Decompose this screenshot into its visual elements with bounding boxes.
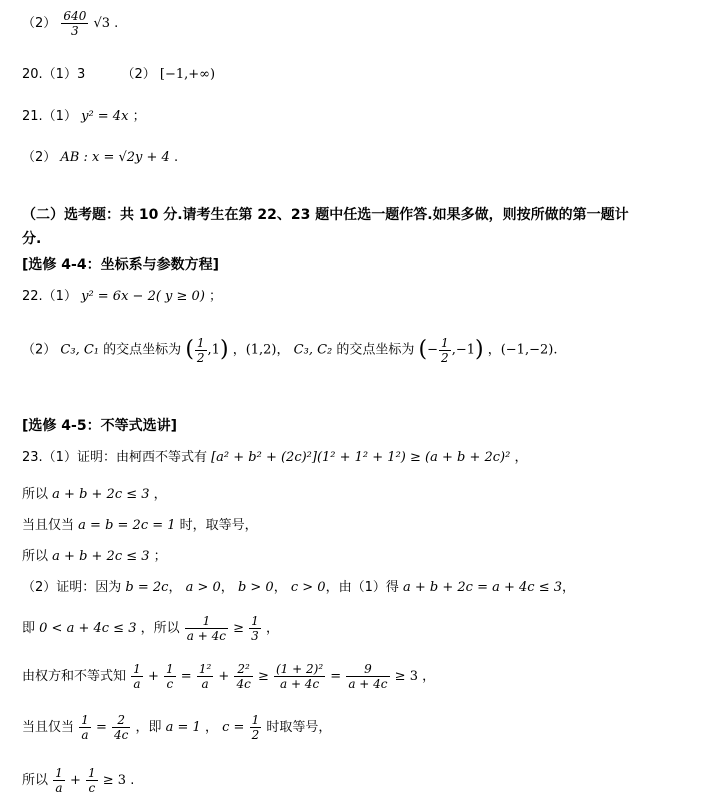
fraction — [195, 336, 207, 365]
label-text: （2）证明：因为 — [22, 580, 122, 595]
step-1 — [22, 486, 167, 504]
numerator: 1 — [133, 662, 141, 676]
numerator: 2 — [112, 713, 130, 728]
sqrt-expr: √3 — [93, 16, 111, 31]
answer-22-1 — [22, 288, 222, 306]
equals-sign: = — [180, 669, 192, 684]
denominator: c — [88, 781, 96, 795]
denominator: a + 4c — [279, 677, 320, 691]
curve-labels: C₃, C₂ — [293, 342, 333, 358]
answer-19-2 — [22, 9, 118, 38]
numerator: 640 — [63, 9, 87, 23]
section-heading: （二）选考题：共 10 分.请考生在第 22、23 题中任选一题作答.如果多做，则按所做的第一题计 — [22, 207, 629, 223]
denominator: a — [133, 677, 141, 691]
denominator: a — [201, 677, 209, 691]
inequality: a + b + 2c ≤ 3 — [52, 549, 150, 564]
item-number: （2） — [22, 342, 57, 358]
denominator: 2 — [441, 350, 449, 365]
label-text: 时取等号， — [266, 720, 332, 735]
fraction — [185, 614, 228, 643]
numerator: 1 — [441, 335, 449, 350]
paren-close: ) — [219, 337, 229, 362]
label-text: 的交点坐标为 — [336, 342, 415, 358]
elective-4-4-heading: [选修 4-4：坐标系与参数方程] — [22, 257, 219, 273]
inequality: a + b + 2c ≤ 3 — [52, 487, 150, 502]
fraction — [274, 662, 325, 691]
plus-sign: + — [147, 669, 159, 684]
fraction — [250, 713, 262, 742]
section-heading-cont: 分. — [22, 231, 42, 247]
punct: ， — [153, 487, 167, 502]
label-text: 时，取等号， — [179, 518, 258, 533]
cauchy-inequality: [a² + b² + (2c)²](1² + 1² + 1²) ≥ (a + b + 2c)² — [211, 450, 511, 465]
punct: . — [130, 773, 135, 788]
denominator: c — [166, 677, 174, 691]
label-text: 当且仅当 — [22, 720, 75, 735]
answer-21-2 — [22, 149, 178, 167]
punct: ， — [220, 580, 234, 595]
fraction — [112, 713, 130, 742]
paren-close: ) — [474, 337, 484, 362]
punct: ， — [204, 720, 218, 735]
item-number: 20.（1）3 — [22, 67, 86, 82]
fraction — [79, 713, 91, 742]
label-text: 所以 — [22, 487, 49, 502]
numerator: 1 — [81, 713, 89, 727]
label-text: 所以 — [22, 549, 49, 564]
numerator: 1² — [198, 662, 212, 676]
plus-sign: + — [218, 669, 230, 684]
bound: ≥ 3 — [102, 773, 127, 788]
numerator: 1 — [251, 614, 259, 628]
punct: ， — [422, 669, 436, 684]
ge-sign: ≥ — [233, 621, 245, 636]
equality: a = 1 — [165, 720, 201, 735]
equation: AB : x = √2y + 4 — [60, 150, 170, 165]
answer-22-2 — [22, 334, 557, 367]
punct: ， — [561, 580, 575, 595]
paren-open: ( — [418, 337, 428, 362]
fraction — [61, 9, 88, 38]
punct: ； — [132, 109, 146, 124]
equality: a = b = 2c = 1 — [78, 518, 176, 533]
punct: . — [173, 150, 179, 165]
step-6 — [22, 660, 435, 694]
denominator: 2 — [251, 728, 260, 742]
label-text: ，所以 — [140, 621, 180, 636]
step-7 — [22, 711, 331, 745]
item-number: 22.（1） — [22, 289, 77, 304]
numerator: 1 — [196, 335, 205, 350]
item-number: 21.（1） — [22, 109, 77, 124]
denominator: a — [81, 728, 89, 742]
punct: ， — [168, 580, 182, 595]
step-2 — [22, 517, 258, 535]
equality: c = — [222, 720, 245, 735]
inequality: a + b + 2c = a + 4c ≤ 3 — [403, 580, 562, 595]
label-text: 23.（1）证明：由柯西不等式有 — [22, 450, 207, 465]
equation: y² = 6x − 2( y ≥ 0) — [81, 289, 205, 304]
condition: a > 0 — [185, 580, 221, 595]
denominator: 4c — [236, 677, 251, 691]
item-number: （2） — [22, 150, 57, 165]
bound: ≥ 3 — [394, 669, 418, 684]
label-text: 当且仅当 — [22, 518, 75, 533]
fraction — [197, 662, 213, 691]
denominator: 3 — [251, 629, 259, 643]
answer-20 — [22, 66, 215, 84]
numerator: 2² — [234, 662, 252, 677]
paren-open: ( — [185, 337, 194, 362]
minus: − — [427, 342, 439, 358]
punct: ； — [153, 549, 167, 564]
answer-23-1 — [22, 449, 527, 467]
denominator: 2 — [196, 350, 205, 365]
label-text: 即 — [22, 621, 36, 636]
equals-sign: = — [330, 669, 342, 684]
numerator: 9 — [346, 662, 389, 677]
numerator: 1 — [165, 662, 174, 676]
denominator: a — [55, 781, 63, 795]
condition: b > 0 — [237, 580, 274, 595]
step-3 — [22, 548, 167, 566]
numerator: 1 — [251, 713, 260, 727]
interval: [−1,+∞) — [159, 67, 216, 82]
label-text: ，即 — [135, 720, 162, 735]
curve-labels: C₃, C₁ — [60, 342, 100, 358]
punct: ； — [209, 289, 223, 304]
ge-sign: ≥ — [257, 669, 269, 684]
fraction — [234, 662, 252, 691]
fraction — [131, 662, 143, 691]
label-text: 由权方和不等式知 — [22, 669, 127, 684]
label-text: ，由（1）得 — [325, 580, 399, 595]
plus-sign: + — [69, 773, 81, 788]
fraction — [249, 614, 261, 643]
denominator: a + 4c — [186, 629, 226, 643]
numerator: 1 — [55, 766, 63, 780]
coord-rest: ,1 — [207, 342, 220, 358]
sub-number: （2） — [121, 67, 156, 82]
denominator: 4c — [113, 728, 129, 742]
elective-4-5-heading: [选修 4-5：不等式选讲] — [22, 418, 177, 434]
punct: ， — [265, 621, 279, 636]
numerator: (1 + 2)² — [276, 662, 324, 676]
fraction — [53, 766, 65, 795]
answer-21-1 — [22, 108, 146, 126]
punct: . — [114, 16, 119, 31]
equals-sign: = — [95, 720, 107, 735]
label-text: 所以 — [22, 773, 49, 788]
punct: ， — [273, 580, 287, 595]
fraction — [439, 336, 451, 365]
inequality: 0 < a + 4c ≤ 3 — [39, 621, 137, 636]
step-8 — [22, 764, 134, 798]
point: ，(−1,−2). — [487, 342, 558, 358]
numerator: 1 — [185, 614, 228, 629]
point: ，(1,2)， — [232, 342, 290, 358]
step-5 — [22, 612, 279, 646]
denominator: 3 — [71, 24, 79, 38]
condition: b = 2c — [125, 580, 169, 595]
fraction — [164, 662, 176, 691]
coord-rest: ,−1 — [451, 342, 475, 358]
label-text: 的交点坐标为 — [103, 342, 182, 358]
punct: ， — [514, 450, 528, 465]
denominator: a + 4c — [348, 677, 388, 691]
numerator: 1 — [87, 766, 96, 780]
condition: c > 0 — [290, 580, 326, 595]
fraction — [346, 662, 389, 691]
fraction — [86, 766, 98, 795]
answer-23-2 — [22, 579, 575, 597]
equation: y² = 4x — [81, 109, 129, 124]
item-number: （2） — [22, 16, 57, 31]
